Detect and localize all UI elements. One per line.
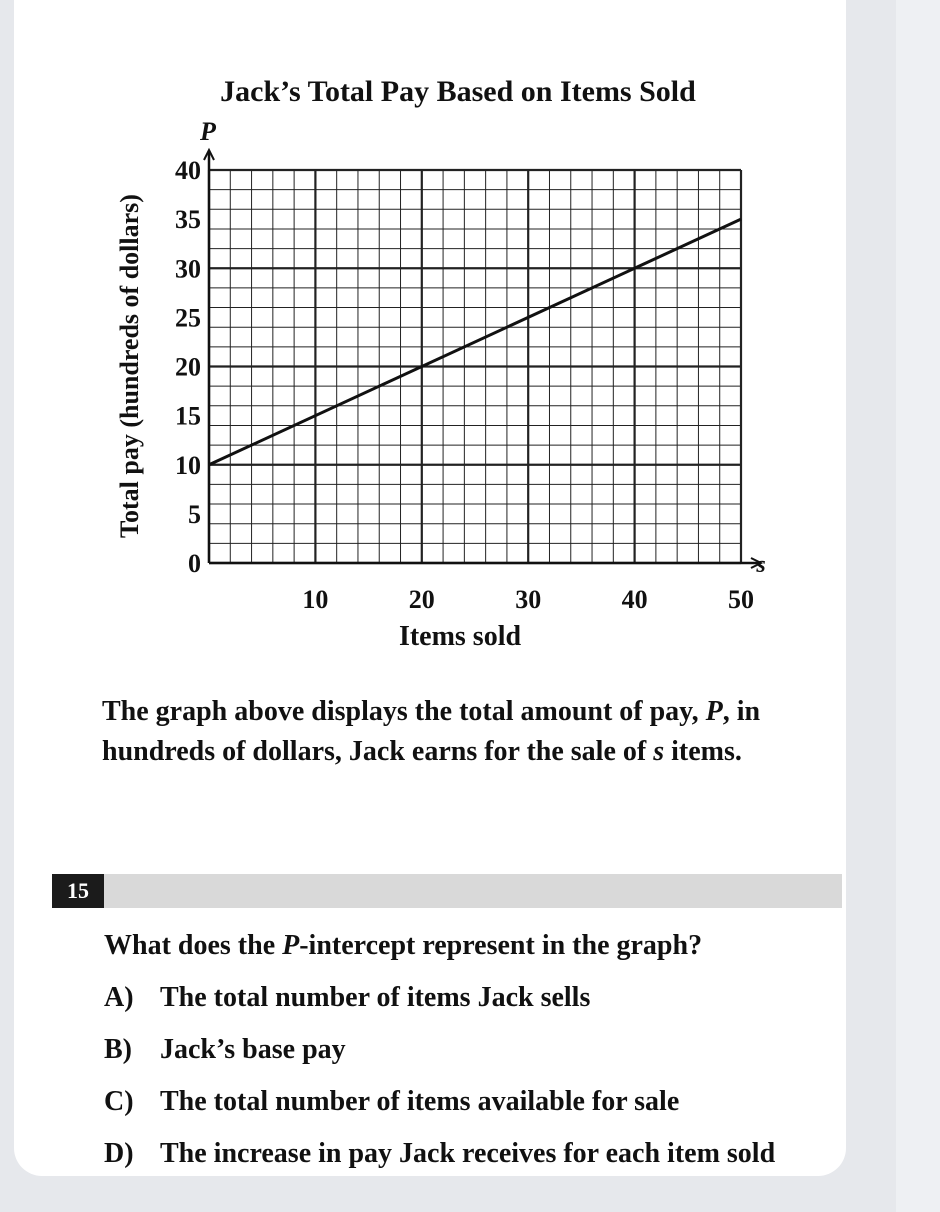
y-axis-label: Total pay (hundreds of dollars): [115, 194, 144, 538]
answer-choice-d[interactable]: [104, 1138, 844, 1170]
y-tick-label: 30: [175, 254, 201, 284]
x-tick-label: 20: [408, 585, 435, 614]
graph-caption: [102, 692, 842, 772]
series-line: [209, 219, 741, 465]
choice-letter: D): [104, 1138, 134, 1169]
choice-text: The increase in pay Jack receives for each item sold: [160, 1138, 776, 1169]
x-tick-label: 40: [621, 585, 648, 614]
y-tick-label: 10: [175, 450, 201, 480]
caption-var-s: s: [653, 736, 665, 767]
choice-letter: C): [104, 1086, 134, 1117]
question-header-bar: [52, 874, 842, 908]
x-axis-label: Items sold: [398, 621, 522, 652]
question-card: [14, 0, 846, 1176]
x-tick-label: 50: [728, 585, 754, 614]
choice-letter: A): [104, 982, 134, 1013]
answer-choice-a[interactable]: [104, 982, 844, 1014]
chart-title: Jack’s Total Pay Based on Items Sold: [220, 75, 696, 108]
question-var: P: [282, 930, 300, 961]
question-part: What does the: [104, 930, 283, 961]
side-strip: [896, 0, 940, 1212]
answer-choice-c[interactable]: [104, 1086, 844, 1118]
y-tick-label: 20: [175, 352, 201, 382]
question-number: 15: [52, 874, 104, 908]
y-tick-label: 15: [175, 401, 201, 431]
series: [209, 219, 741, 465]
caption-var-p: P: [705, 696, 723, 727]
choice-text: Jack’s base pay: [160, 1034, 346, 1065]
question-text: [104, 930, 844, 962]
caption-part: , in hundreds of dollars, Jack earns for the sale of: [102, 696, 761, 767]
choice-letter: B): [104, 1034, 132, 1065]
chart: [14, 0, 846, 680]
grid: [209, 170, 741, 563]
x-tick-label: 30: [515, 585, 542, 614]
y-tick-label: 0: [188, 549, 201, 578]
y-tick-label: 40: [175, 156, 201, 185]
y-axis-variable: P: [200, 117, 216, 146]
y-tick-label: 5: [188, 499, 201, 529]
question-part: -intercept represent in the graph?: [299, 930, 703, 961]
y-tick-label: 35: [175, 205, 201, 235]
caption-part: The graph above displays the total amount of pay,: [102, 696, 706, 727]
y-tick-label: 25: [175, 303, 201, 333]
x-axis-variable: s: [756, 552, 766, 578]
x-tick-label: 10: [302, 585, 329, 614]
choice-text: The total number of items Jack sells: [160, 982, 591, 1013]
answer-choice-b[interactable]: [104, 1034, 844, 1066]
caption-part: items.: [664, 736, 742, 767]
choice-text: The total number of items available for sale: [160, 1086, 680, 1117]
